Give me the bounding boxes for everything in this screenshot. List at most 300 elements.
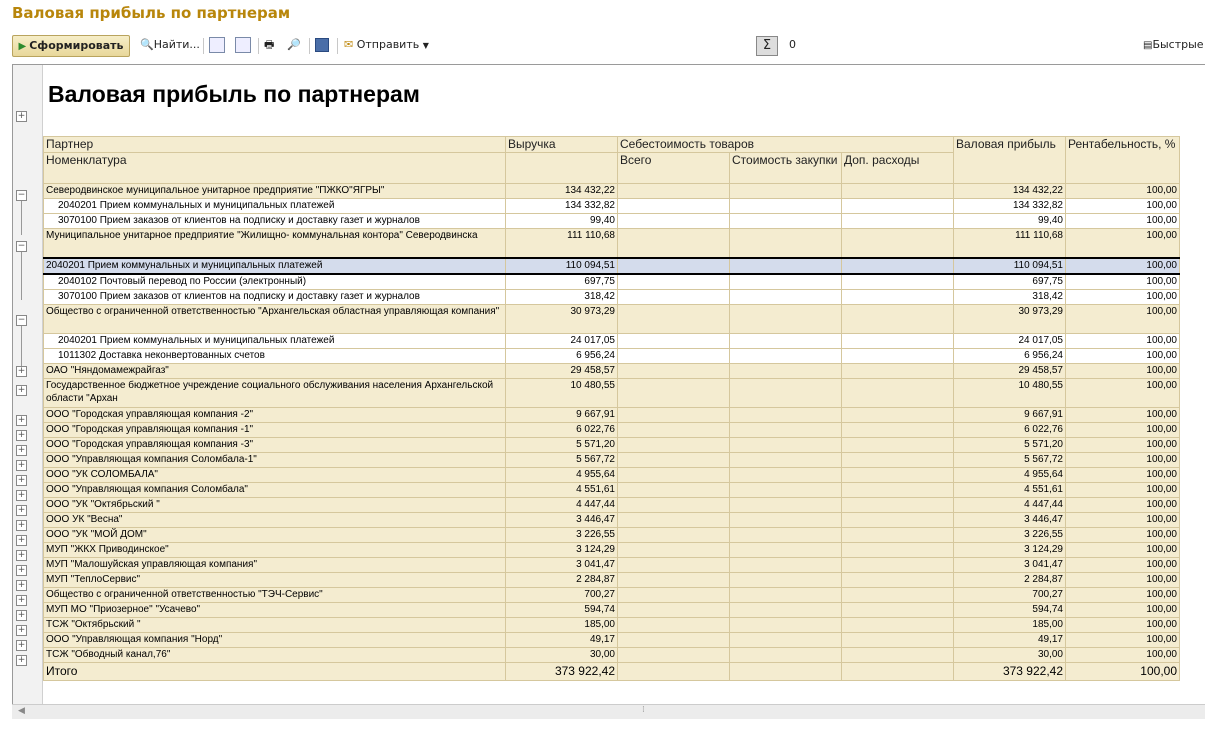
expand-icon[interactable]: + xyxy=(17,625,26,635)
partner-cell: 2040201 Прием коммунальных и муниципальных платежей xyxy=(44,199,506,214)
cost-total-cell xyxy=(618,468,730,483)
revenue-cell: 4 447,44 xyxy=(506,498,618,513)
sum-button[interactable] xyxy=(756,36,778,56)
partner-cell: Северодвинское муниципальное унитарное предприятие "ПЖКО"ЯГРЫ" xyxy=(44,184,506,199)
purchase-cost-cell xyxy=(730,633,842,648)
table-row[interactable] xyxy=(44,379,1180,408)
purchase-cost-cell xyxy=(730,648,842,663)
revenue-cell: 2 284,87 xyxy=(506,573,618,588)
toolbar-divider xyxy=(203,38,204,54)
expand-icon[interactable]: + xyxy=(17,505,26,515)
partner-cell: МУП "Малошуйская управляющая компания" xyxy=(44,558,506,573)
toolbar xyxy=(0,32,1205,60)
purchase-cost-cell xyxy=(730,379,842,408)
expand-icon[interactable]: + xyxy=(17,595,26,605)
extra-costs-cell xyxy=(842,588,954,603)
revenue-cell: 697,75 xyxy=(506,274,618,290)
revenue-cell: 6 022,76 xyxy=(506,423,618,438)
cost-total-cell xyxy=(618,274,730,290)
table-row[interactable] xyxy=(44,408,1180,423)
tree-line xyxy=(21,252,22,300)
gross-profit-cell: 110 094,51 xyxy=(954,258,1066,274)
sum-value: 0 xyxy=(789,38,796,51)
cost-total-cell xyxy=(618,573,730,588)
play-icon: ▶ xyxy=(18,41,27,52)
scroll-left-icon[interactable]: ◀ xyxy=(18,706,25,716)
profitability-cell: 100,00 xyxy=(1066,543,1180,558)
purchase-cost-cell xyxy=(730,364,842,379)
report-title: Валовая прибыль по партнерам xyxy=(48,81,420,107)
purchase-cost-cell xyxy=(730,498,842,513)
expand-icon[interactable]: + xyxy=(17,490,26,500)
expand-icon[interactable]: + xyxy=(17,475,26,485)
partner-cell: ТСЖ "Октябрьский " xyxy=(44,618,506,633)
save-icon xyxy=(315,38,329,52)
col-header-cost-group: Себестоимость товаров xyxy=(618,137,954,153)
cost-total-cell xyxy=(618,453,730,468)
gross-profit-cell: 30,00 xyxy=(954,648,1066,663)
profitability-cell: 100,00 xyxy=(1066,558,1180,573)
revenue-cell: 185,00 xyxy=(506,618,618,633)
profitability-cell: 100,00 xyxy=(1066,379,1180,408)
expand-icon xyxy=(209,37,225,53)
profitability-cell: 100,00 xyxy=(1066,603,1180,618)
revenue-cell: 111 110,68 xyxy=(506,229,618,259)
table-row[interactable] xyxy=(44,543,1180,558)
revenue-cell: 4 955,64 xyxy=(506,468,618,483)
partner-cell: МУП "ТеплоСервис" xyxy=(44,573,506,588)
cost-total-cell xyxy=(618,438,730,453)
purchase-cost-cell xyxy=(730,184,842,199)
toolbar-divider xyxy=(258,38,259,54)
expand-icon[interactable]: + xyxy=(17,460,26,470)
table-row[interactable] xyxy=(44,364,1180,379)
extra-costs-cell xyxy=(842,305,954,334)
profitability-cell: 100,00 xyxy=(1066,468,1180,483)
expand-icon[interactable]: + xyxy=(17,550,26,560)
extra-costs-cell xyxy=(842,334,954,349)
purchase-cost-cell xyxy=(730,290,842,305)
extra-costs-cell xyxy=(842,379,954,408)
gross-profit-cell: 6 022,76 xyxy=(954,423,1066,438)
horizontal-scrollbar[interactable] xyxy=(12,704,1205,719)
search-icon: 🔍 xyxy=(140,38,154,51)
profitability-cell: 100,00 xyxy=(1066,453,1180,468)
gross-profit-cell: 5 567,72 xyxy=(954,453,1066,468)
toolbar-divider xyxy=(337,38,338,54)
col-header-nomenclature: Номенклатура xyxy=(44,153,506,184)
send-label: Отправить xyxy=(356,38,420,51)
revenue-cell: 30,00 xyxy=(506,648,618,663)
toolbar-divider xyxy=(309,38,310,54)
expand-icon[interactable]: + xyxy=(17,366,26,376)
partner-cell: ООО "Городская управляющая компания -1" xyxy=(44,423,506,438)
total-profit: 373 922,42 xyxy=(954,663,1066,681)
gross-profit-cell: 4 955,64 xyxy=(954,468,1066,483)
cost-total-cell xyxy=(618,618,730,633)
table-row[interactable] xyxy=(44,184,1180,199)
gross-profit-cell: 3 041,47 xyxy=(954,558,1066,573)
collapse-icon[interactable]: − xyxy=(17,190,26,200)
extra-costs-cell xyxy=(842,498,954,513)
sigma-icon: Σ xyxy=(762,38,772,53)
extra-costs-cell xyxy=(842,528,954,543)
revenue-cell: 134 432,22 xyxy=(506,184,618,199)
scroll-thumb-grip[interactable]: ⁞ xyxy=(642,705,645,715)
collapse-icon[interactable]: − xyxy=(17,315,26,325)
cost-total-cell xyxy=(618,498,730,513)
revenue-cell: 49,17 xyxy=(506,633,618,648)
profitability-cell: 100,00 xyxy=(1066,498,1180,513)
gross-profit-cell: 4 551,61 xyxy=(954,483,1066,498)
col-header-profitability: Рентабельность, % xyxy=(1066,137,1180,184)
cost-total-cell xyxy=(618,543,730,558)
purchase-cost-cell xyxy=(730,199,842,214)
gross-profit-cell: 4 447,44 xyxy=(954,498,1066,513)
table-row[interactable] xyxy=(44,229,1180,259)
col-header-purchase-cost: Стоимость закупки xyxy=(730,153,842,184)
extra-costs-cell xyxy=(842,573,954,588)
purchase-cost-cell xyxy=(730,408,842,423)
profitability-cell: 100,00 xyxy=(1066,274,1180,290)
revenue-cell: 6 956,24 xyxy=(506,349,618,364)
profitability-cell: 100,00 xyxy=(1066,199,1180,214)
cost-total-cell xyxy=(618,588,730,603)
list-item[interactable] xyxy=(44,334,1180,349)
purchase-cost-cell xyxy=(730,438,842,453)
quick-settings-button[interactable] xyxy=(1143,35,1204,55)
extra-costs-cell xyxy=(842,603,954,618)
collapse-groups-button[interactable] xyxy=(235,35,251,55)
gross-profit-cell: 3 226,55 xyxy=(954,528,1066,543)
purchase-cost-cell xyxy=(730,588,842,603)
profitability-cell: 100,00 xyxy=(1066,618,1180,633)
col-header-revenue: Выручка xyxy=(506,137,618,153)
settings-icon: ▤ xyxy=(1143,40,1153,51)
profitability-cell: 100,00 xyxy=(1066,648,1180,663)
extra-costs-cell xyxy=(842,543,954,558)
list-item[interactable] xyxy=(44,258,1180,274)
purchase-cost-cell xyxy=(730,573,842,588)
quick-settings-label: Быстрые xyxy=(1152,38,1204,51)
extra-costs-cell xyxy=(842,364,954,379)
revenue-cell: 3 041,47 xyxy=(506,558,618,573)
partner-cell: ОАО "Няндомамежрайгаз" xyxy=(44,364,506,379)
grouping-gutter xyxy=(13,65,43,705)
extra-costs-cell xyxy=(842,408,954,423)
partner-cell: ООО УК "Весна" xyxy=(44,513,506,528)
profitability-cell: 100,00 xyxy=(1066,528,1180,543)
table-row[interactable] xyxy=(44,558,1180,573)
preview-button[interactable] xyxy=(287,35,301,55)
expand-groups-button[interactable] xyxy=(209,35,225,55)
revenue-cell: 9 667,91 xyxy=(506,408,618,423)
extra-costs-cell xyxy=(842,184,954,199)
gross-profit-cell: 134 332,82 xyxy=(954,199,1066,214)
revenue-cell: 3 446,47 xyxy=(506,513,618,528)
partner-cell: 3070100 Прием заказов от клиентов на подписку и доставку газет и журналов xyxy=(44,214,506,229)
window-title: Валовая прибыль по партнерам xyxy=(12,4,291,22)
purchase-cost-cell xyxy=(730,468,842,483)
revenue-cell: 10 480,55 xyxy=(506,379,618,408)
profitability-cell: 100,00 xyxy=(1066,349,1180,364)
partner-cell: Общество с ограниченной ответственностью "Архангельская областная управляющая компания" xyxy=(44,305,506,334)
partner-cell: ООО "УК СОЛОМБАЛА" xyxy=(44,468,506,483)
expand-icon[interactable]: + xyxy=(17,385,26,395)
extra-costs-cell xyxy=(842,349,954,364)
profitability-cell: 100,00 xyxy=(1066,214,1180,229)
partner-cell: 2040102 Почтовый перевод по России (электронный) xyxy=(44,274,506,290)
gross-profit-cell: 111 110,68 xyxy=(954,229,1066,259)
table-row[interactable] xyxy=(44,618,1180,633)
total-revenue: 373 922,42 xyxy=(506,663,618,681)
window-titlebar xyxy=(0,0,1205,30)
extra-costs-cell xyxy=(842,423,954,438)
partner-cell: ООО "Городская управляющая компания -2" xyxy=(44,408,506,423)
printer-icon: 🖶 xyxy=(264,38,275,51)
col-header-gross-profit: Валовая прибыль xyxy=(954,137,1066,184)
cost-total-cell xyxy=(618,290,730,305)
gross-profit-cell: 3 446,47 xyxy=(954,513,1066,528)
profitability-cell: 100,00 xyxy=(1066,334,1180,349)
extra-costs-cell xyxy=(842,274,954,290)
gross-profit-cell: 3 124,29 xyxy=(954,543,1066,558)
partner-cell: 3070100 Прием заказов от клиентов на подписку и доставку газет и журналов xyxy=(44,290,506,305)
extra-costs-cell xyxy=(842,468,954,483)
purchase-cost-cell xyxy=(730,258,842,274)
revenue-cell: 5 567,72 xyxy=(506,453,618,468)
partner-cell: ООО "Управляющая компания "Норд" xyxy=(44,633,506,648)
cost-total-cell xyxy=(618,528,730,543)
partner-cell: 1011302 Доставка неконвертованных счетов xyxy=(44,349,506,364)
collapse-icon[interactable]: − xyxy=(17,241,26,251)
gross-profit-cell: 134 432,22 xyxy=(954,184,1066,199)
cost-total-cell xyxy=(618,214,730,229)
gross-profit-cell: 6 956,24 xyxy=(954,349,1066,364)
cost-total-cell xyxy=(618,423,730,438)
table-row[interactable] xyxy=(44,513,1180,528)
extra-costs-cell xyxy=(842,438,954,453)
table-row[interactable] xyxy=(44,603,1180,618)
collapse-icon xyxy=(235,37,251,53)
gross-profit-cell: 594,74 xyxy=(954,603,1066,618)
purchase-cost-cell xyxy=(730,483,842,498)
extra-costs-cell xyxy=(842,648,954,663)
extra-costs-cell xyxy=(842,618,954,633)
extra-costs-cell xyxy=(842,558,954,573)
send-button[interactable] xyxy=(344,35,429,55)
header-row xyxy=(44,137,1180,153)
purchase-cost-cell xyxy=(730,349,842,364)
revenue-cell: 99,40 xyxy=(506,214,618,229)
expand-icon[interactable]: + xyxy=(17,535,26,545)
report-table xyxy=(43,136,1180,681)
cost-total-cell xyxy=(618,633,730,648)
partner-cell: ООО "УК "МОЙ ДОМ" xyxy=(44,528,506,543)
col-header-revenue-sub xyxy=(506,153,618,184)
purchase-cost-cell xyxy=(730,513,842,528)
gross-profit-cell: 10 480,55 xyxy=(954,379,1066,408)
gross-profit-cell: 185,00 xyxy=(954,618,1066,633)
total-row xyxy=(44,663,1180,681)
gross-profit-cell: 24 017,05 xyxy=(954,334,1066,349)
revenue-cell: 3 124,29 xyxy=(506,543,618,558)
cost-total-cell xyxy=(618,558,730,573)
expand-icon[interactable]: + xyxy=(17,610,26,620)
expand-icon[interactable]: + xyxy=(17,565,26,575)
list-item[interactable] xyxy=(44,199,1180,214)
preview-icon: 🔎 xyxy=(287,38,301,51)
report-area[interactable] xyxy=(12,64,1205,705)
purchase-cost-cell xyxy=(730,558,842,573)
table-row[interactable] xyxy=(44,305,1180,334)
revenue-cell: 5 571,20 xyxy=(506,438,618,453)
list-item[interactable] xyxy=(44,290,1180,305)
table-row[interactable] xyxy=(44,468,1180,483)
partner-cell: ООО "Городская управляющая компания -3" xyxy=(44,438,506,453)
expand-all-icon[interactable]: + xyxy=(17,111,26,121)
gross-profit-cell: 9 667,91 xyxy=(954,408,1066,423)
table-row[interactable] xyxy=(44,498,1180,513)
purchase-cost-cell xyxy=(730,543,842,558)
partner-cell: 2040201 Прием коммунальных и муниципальных платежей xyxy=(44,258,506,274)
gross-profit-cell: 2 284,87 xyxy=(954,573,1066,588)
save-button[interactable] xyxy=(315,35,329,55)
expand-icon[interactable]: + xyxy=(17,415,26,425)
expand-icon[interactable]: + xyxy=(17,640,26,650)
cost-total-cell xyxy=(618,603,730,618)
partner-cell: ООО "Управляющая компания Соломбала" xyxy=(44,483,506,498)
chevron-down-icon: ▼ xyxy=(422,41,429,50)
table-row[interactable] xyxy=(44,528,1180,543)
gross-profit-cell: 49,17 xyxy=(954,633,1066,648)
total-pct: 100,00 xyxy=(1066,663,1180,681)
partner-cell: ООО "Управляющая компания Соломбала-1" xyxy=(44,453,506,468)
list-item[interactable] xyxy=(44,214,1180,229)
table-row[interactable] xyxy=(44,648,1180,663)
profitability-cell: 100,00 xyxy=(1066,423,1180,438)
col-header-extra-costs: Доп. расходы xyxy=(842,153,954,184)
list-item[interactable] xyxy=(44,274,1180,290)
revenue-cell: 110 094,51 xyxy=(506,258,618,274)
extra-costs-cell xyxy=(842,214,954,229)
purchase-cost-cell xyxy=(730,603,842,618)
cost-total-cell xyxy=(618,184,730,199)
col-header-partner: Партнер xyxy=(44,137,506,153)
table-row[interactable] xyxy=(44,483,1180,498)
table-row[interactable] xyxy=(44,453,1180,468)
gross-profit-cell: 697,75 xyxy=(954,274,1066,290)
list-item[interactable] xyxy=(44,349,1180,364)
expand-icon[interactable]: + xyxy=(17,580,26,590)
revenue-cell: 318,42 xyxy=(506,290,618,305)
expand-icon[interactable]: + xyxy=(17,445,26,455)
revenue-cell: 4 551,61 xyxy=(506,483,618,498)
cost-total-cell xyxy=(618,258,730,274)
profitability-cell: 100,00 xyxy=(1066,184,1180,199)
profitability-cell: 100,00 xyxy=(1066,633,1180,648)
total-purchase-cost xyxy=(730,663,842,681)
profitability-cell: 100,00 xyxy=(1066,258,1180,274)
extra-costs-cell xyxy=(842,290,954,305)
total-extra-costs xyxy=(842,663,954,681)
revenue-cell: 700,27 xyxy=(506,588,618,603)
table-row[interactable] xyxy=(44,438,1180,453)
purchase-cost-cell xyxy=(730,305,842,334)
extra-costs-cell xyxy=(842,513,954,528)
gross-profit-cell: 99,40 xyxy=(954,214,1066,229)
expand-icon[interactable]: + xyxy=(17,655,26,665)
tree-line xyxy=(21,201,22,235)
gross-profit-cell: 318,42 xyxy=(954,290,1066,305)
table-row[interactable] xyxy=(44,573,1180,588)
gross-profit-cell: 29 458,57 xyxy=(954,364,1066,379)
gross-profit-cell: 700,27 xyxy=(954,588,1066,603)
purchase-cost-cell xyxy=(730,334,842,349)
generate-button[interactable] xyxy=(12,35,130,57)
purchase-cost-cell xyxy=(730,528,842,543)
purchase-cost-cell xyxy=(730,214,842,229)
profitability-cell: 100,00 xyxy=(1066,513,1180,528)
cost-total-cell xyxy=(618,513,730,528)
purchase-cost-cell xyxy=(730,423,842,438)
profitability-cell: 100,00 xyxy=(1066,364,1180,379)
extra-costs-cell xyxy=(842,483,954,498)
purchase-cost-cell xyxy=(730,274,842,290)
envelope-icon: ✉ xyxy=(344,38,354,51)
table-row[interactable] xyxy=(44,588,1180,603)
revenue-cell: 594,74 xyxy=(506,603,618,618)
profitability-cell: 100,00 xyxy=(1066,229,1180,259)
cost-total-cell xyxy=(618,229,730,259)
expand-icon[interactable]: + xyxy=(17,430,26,440)
profitability-cell: 100,00 xyxy=(1066,408,1180,423)
extra-costs-cell xyxy=(842,229,954,259)
total-cost-total xyxy=(618,663,730,681)
tree-line xyxy=(21,326,22,366)
cost-total-cell xyxy=(618,483,730,498)
purchase-cost-cell xyxy=(730,618,842,633)
profitability-cell: 100,00 xyxy=(1066,438,1180,453)
extra-costs-cell xyxy=(842,258,954,274)
partner-cell: Муниципальное унитарное предприятие "Жилищно- коммунальная контора" Северодвинска xyxy=(44,229,506,259)
partner-cell: 2040201 Прием коммунальных и муниципальных платежей xyxy=(44,334,506,349)
col-header-cost-total: Всего xyxy=(618,153,730,184)
purchase-cost-cell xyxy=(730,453,842,468)
extra-costs-cell xyxy=(842,633,954,648)
table-row[interactable] xyxy=(44,423,1180,438)
print-button[interactable] xyxy=(264,35,274,55)
cost-total-cell xyxy=(618,349,730,364)
partner-cell: ООО "УК "Октябрьский " xyxy=(44,498,506,513)
profitability-cell: 100,00 xyxy=(1066,588,1180,603)
total-label: Итого xyxy=(44,663,506,681)
expand-icon[interactable]: + xyxy=(17,520,26,530)
revenue-cell: 29 458,57 xyxy=(506,364,618,379)
cost-total-cell xyxy=(618,379,730,408)
partner-cell: Государственное бюджетное учреждение социального обслуживания населения Архангельской области "Архан xyxy=(44,379,506,408)
profitability-cell: 100,00 xyxy=(1066,290,1180,305)
revenue-cell: 134 332,82 xyxy=(506,199,618,214)
table-row[interactable] xyxy=(44,633,1180,648)
partner-cell: ТСЖ "Обводный канал,76" xyxy=(44,648,506,663)
partner-cell: МУП "ЖКХ Приводинское" xyxy=(44,543,506,558)
cost-total-cell xyxy=(618,334,730,349)
find-button[interactable] xyxy=(140,35,200,55)
gross-profit-cell: 30 973,29 xyxy=(954,305,1066,334)
cost-total-cell xyxy=(618,408,730,423)
profitability-cell: 100,00 xyxy=(1066,573,1180,588)
